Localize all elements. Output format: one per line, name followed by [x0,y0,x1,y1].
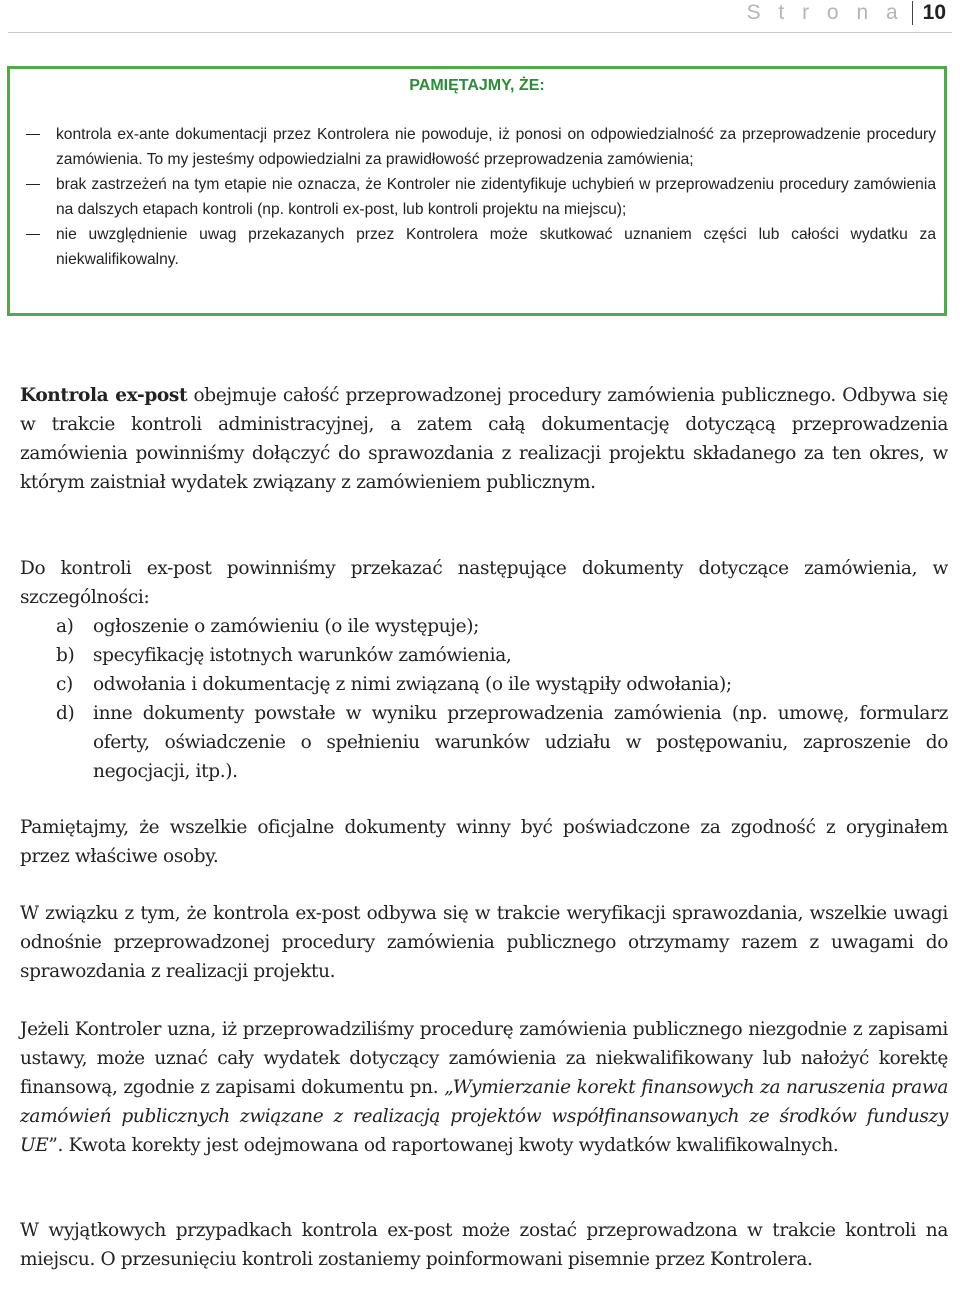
paragraph-required-documents [20,554,948,786]
paragraph-text: ”. Kwota korekty jest odejmowana od raportowanej kwoty wydatków kwalifikowalnych. [48,1135,839,1156]
paragraph-text: Jeżeli Kontroler uzna, iż przeprowadziliśmy procedurę zamówienia publicznego niezgodnie z zapisami ustawy, może uznać cały wydatek dotyczący zamówienia za niekwalifikowany lub nałożyć korektę finansową, zgodnie z zapisami dokumentu pn. [20,1019,948,1098]
header-rule [8,32,952,33]
list-item [20,612,948,641]
page-label: S t r o n a [746,1,904,24]
list-item [20,641,948,670]
list-item [20,670,948,699]
paragraph-certification: Pamiętajmy, że wszelkie oficjalne dokumenty winny być poświadczone za zgodność z oryginałem przez właściwe osoby. [20,817,948,867]
header-divider [912,1,913,25]
reminder-list [10,122,944,272]
list-marker: d) [56,703,75,724]
list-marker: b) [56,645,75,666]
list-marker: c) [56,674,73,695]
reminder-box [7,66,947,316]
list-item-text: inne dokumenty powstałe w wyniku przeprowadzenia zamówienia (np. umowę, formularz oferty, oświadczenie o spełnieniu warunków udziału w postępowaniu, zaproszenie do negocjacji, itp.). [93,703,948,782]
page-number: 10 [922,1,946,24]
list-marker: a) [56,616,74,637]
paragraph-remarks: W związku z tym, że kontrola ex-post odbywa się w trakcie weryfikacji sprawozdania, wszelkie uwagi odnośnie przeprowadzonej procedury zamówienia publicznego otrzymamy razem z uwagami do sprawozdania z realizacji projektu. [20,903,948,982]
list-item-text: ogłoszenie o zamówieniu (o ile występuje); [93,616,480,637]
reminder-item: kontrola ex-ante dokumentacji przez Kontrolera nie powoduje, iż ponosi on odpowiedzialność za przeprowadzenie procedury zamówienia. To my jesteśmy odpowiedzialni za prawidłowość przeprowadzenia zamówienia; [10,122,944,172]
documents-list [20,612,948,786]
paragraph-ex-post-scope [20,381,948,497]
reminder-title: PAMIĘTAJMY, ŻE: [409,77,545,94]
paragraph-intro: Do kontroli ex-post powinniśmy przekazać następujące dokumenty dotyczące zamówienia, w szczególności: [20,558,948,608]
reminder-item: brak zastrzeżeń na tym etapie nie oznacza, że Kontroler nie zidentyfikuje uchybień w przeprowadzeniu procedury zamówienia na dalszych etapach kontroli (np. kontroli ex-post, lub kontroli projektu na miejscu); [10,172,944,222]
list-item-text: specyfikację istotnych warunków zamówienia, [93,645,512,666]
page-header [747,0,946,26]
reminder-item: nie uwzględnienie uwag przekazanych przez Kontrolera może skutkować uznaniem części lub całości wydatku za niekwalifikowalny. [10,222,944,272]
paragraph-exceptions: W wyjątkowych przypadkach kontrola ex-post może zostać przeprowadzona w trakcie kontroli na miejscu. O przesunięciu kontroli zostaniemy poinformowani pisemnie przez Kontrolera. [20,1220,948,1270]
list-item-text: odwołania i dokumentację z nimi związaną (o ile wystąpiły odwołania); [93,674,732,695]
paragraph-correction [20,1015,948,1160]
paragraph-text: obejmuje całość przeprowadzonej procedury zamówienia publicznego. Odbywa się w trakcie kontroli administracyjnej, a zatem całą dokumentację dotyczącą przeprowadzenia zamówienia powinniśmy dołączyć do sprawozdania z realizacji projektu składanego za ten okres, w którym zaistniał wydatek związany z zamówieniem publicznym. [20,385,948,493]
list-item [20,699,948,786]
document-title: „Wymierzanie korekt finansowych za naruszenia prawa zamówień publicznych związane z realizacją projektów współfinansowanych ze środków funduszy UE [20,1077,949,1156]
bold-term: Kontrola ex-post [20,385,188,406]
